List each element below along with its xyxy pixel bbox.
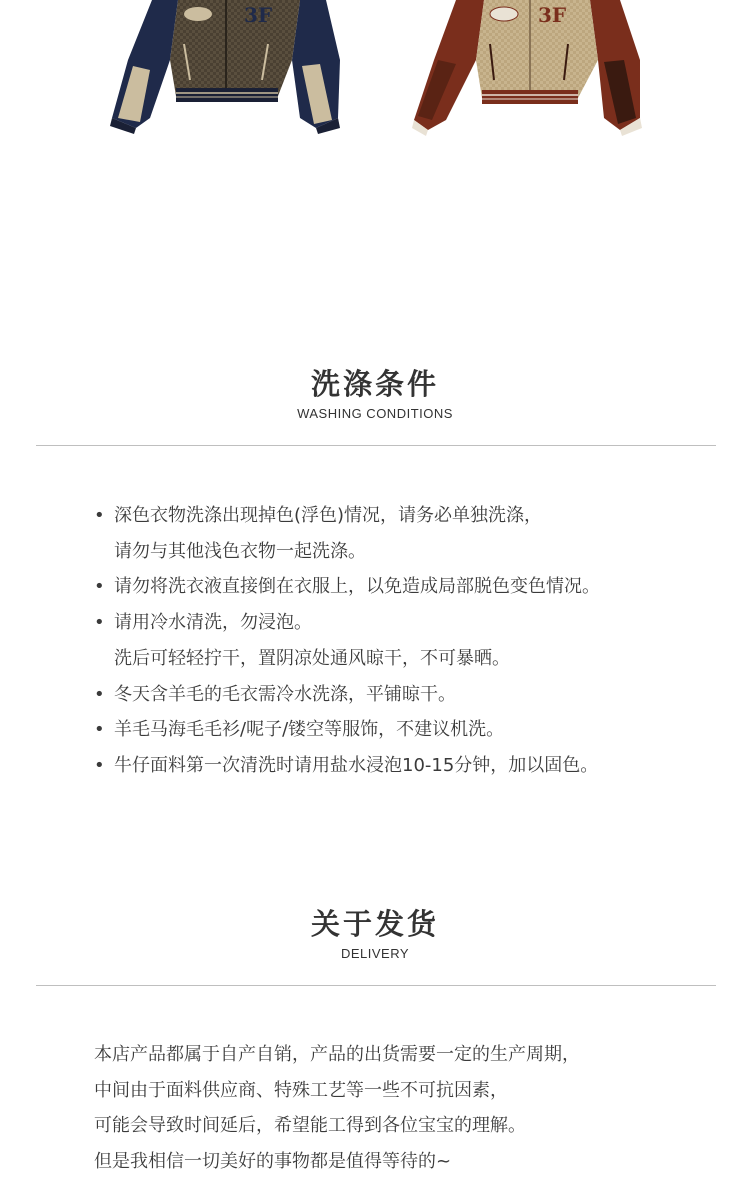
washing-item bbox=[94, 498, 600, 534]
bullet-icon: • bbox=[94, 719, 105, 741]
bullet-icon: • bbox=[94, 576, 105, 598]
washing-item bbox=[94, 569, 600, 605]
delivery-paragraph bbox=[94, 1037, 580, 1180]
washing-title: 洗涤条件 bbox=[310, 367, 439, 401]
washing-item-text: 深色衣物洗涤出现掉色(浮色)情况，请务必单独洗涤， bbox=[114, 505, 543, 526]
washing-item-text: 请勿与其他浅色衣物一起洗涤。 bbox=[114, 540, 366, 562]
delivery-title: 关于发货 bbox=[310, 907, 439, 941]
delivery-line: 中间由于面料供应商、特殊工艺等一些不可抗因素， bbox=[94, 1079, 508, 1101]
bullet-icon: • bbox=[94, 683, 105, 705]
washing-item bbox=[94, 677, 600, 713]
bullet-icon: • bbox=[94, 754, 105, 776]
svg-text:3F: 3F bbox=[538, 3, 567, 27]
jacket-right bbox=[412, 0, 642, 136]
washing-item bbox=[94, 748, 600, 784]
washing-list bbox=[94, 498, 600, 784]
product-jackets-image bbox=[0, 0, 750, 140]
washing-item-text: 洗后可轻轻拧干，置阴凉处通风晾干，不可暴晒。 bbox=[114, 647, 510, 669]
washing-divider bbox=[36, 445, 716, 446]
washing-item-text: 羊毛马海毛毛衫/呢子/镂空等服饰，不建议机洗。 bbox=[114, 719, 505, 741]
jacket-left bbox=[110, 0, 340, 134]
washing-item-text: 冬天含羊毛的毛衣需冷水洗涤，平铺晾干。 bbox=[114, 683, 456, 705]
delivery-subtitle: DELIVERY bbox=[340, 946, 410, 961]
washing-item-text: 牛仔面料第一次清洗时请用盐水浸泡10-15分钟，加以固色。 bbox=[114, 754, 599, 776]
washing-item-text: 请勿将洗衣液直接倒在衣服上，以免造成局部脱色变色情况。 bbox=[114, 576, 600, 598]
delivery-line: 但是我相信一切美好的事物都是值得等待的~ bbox=[94, 1151, 452, 1173]
svg-text:3F: 3F bbox=[244, 3, 273, 27]
bullet-icon: • bbox=[94, 505, 105, 526]
washing-item-continuation bbox=[94, 641, 600, 677]
washing-subtitle: WASHING CONDITIONS bbox=[297, 406, 453, 421]
bullet-icon: • bbox=[94, 612, 105, 634]
delivery-divider bbox=[36, 985, 716, 986]
washing-item-text: 请用冷水清洗，勿浸泡。 bbox=[114, 612, 312, 634]
washing-item-continuation bbox=[94, 534, 600, 570]
delivery-line: 可能会导致时间延后，希望能工得到各位宝宝的理解。 bbox=[94, 1115, 526, 1137]
washing-item bbox=[94, 605, 600, 641]
delivery-line: 本店产品都属于自产自销，产品的出货需要一定的生产周期， bbox=[94, 1044, 580, 1065]
washing-item bbox=[94, 712, 600, 748]
